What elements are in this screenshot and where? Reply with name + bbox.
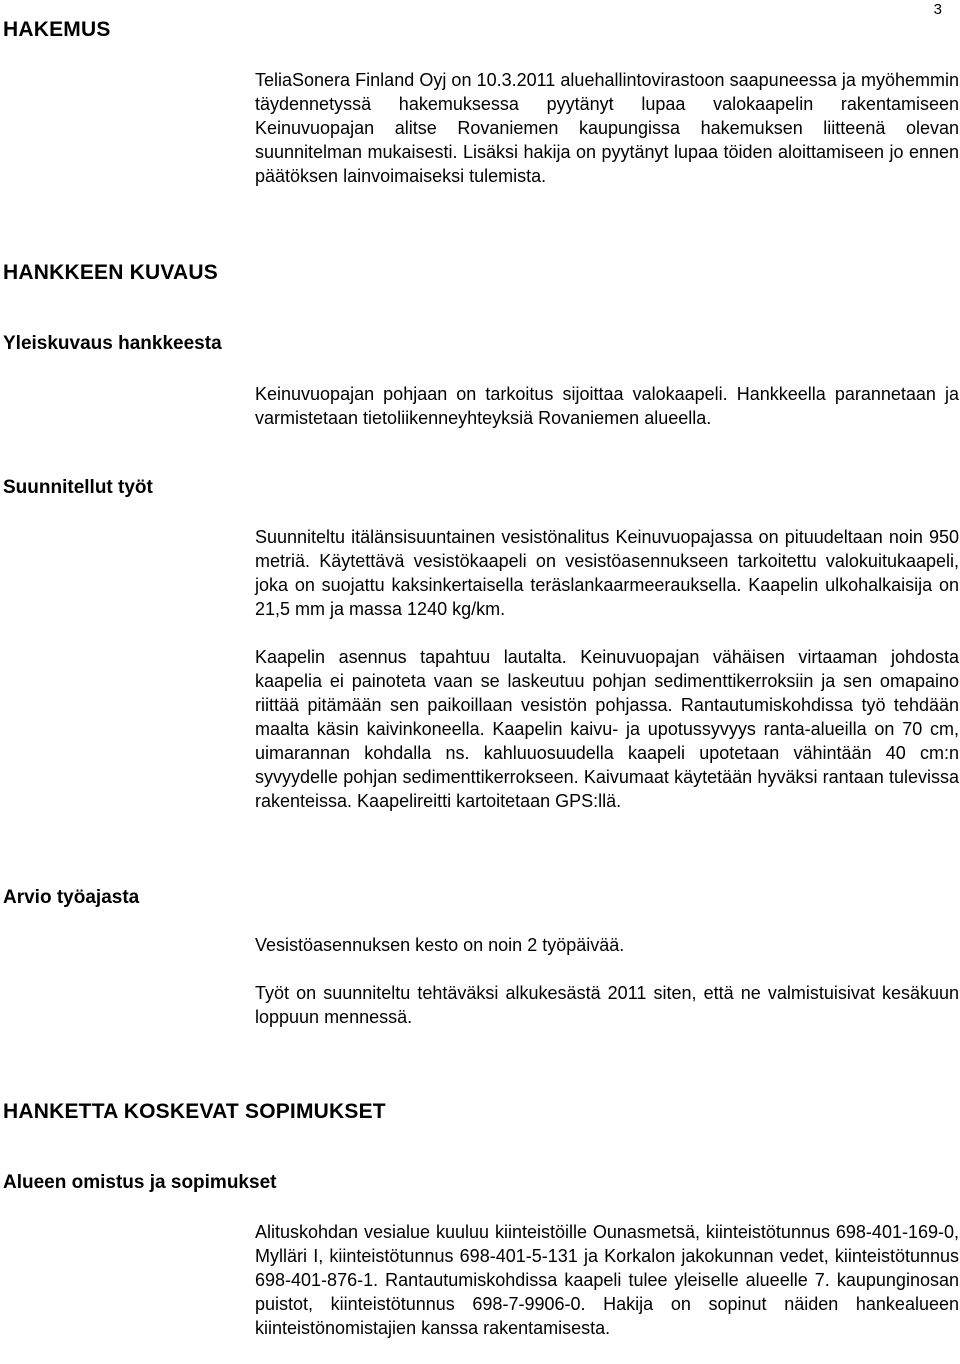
subheading-alueen-omistus: Alueen omistus ja sopimukset xyxy=(3,1172,277,1193)
paragraph-yleiskuvaus: Keinuvuopajan pohjaan on tarkoitus sijoittaa valokaapeli. Hankkeella parannetaan ja varmistetaan tietoliikenneyhteyksiä Rovaniemen alueella. xyxy=(255,384,959,428)
paragraph-arvio-tyoajasta-2: Työt on suunniteltu tehtäväksi alkukesästä 2011 siten, että ne valmistuisivat kesäkuun loppuun mennessä. xyxy=(255,983,959,1027)
subheading-suunnitellut-tyot: Suunnitellut työt xyxy=(3,477,153,498)
heading-hanketta-koskevat-sopimukset: HANKETTA KOSKEVAT SOPIMUKSET xyxy=(3,1100,386,1123)
page-number: 3 xyxy=(933,1,942,18)
paragraph-arvio-tyoajasta-1: Vesistöasennuksen kesto on noin 2 työpäivää. xyxy=(255,935,625,955)
paragraph-alueen-omistus: Alituskohdan vesialue kuuluu kiinteistöille Ounasmetsä, kiinteistötunnus 698-401-169-0, Mylläri I, kiinteistötunnus 698-401-5-131 ja Korkalon jakokunnan vedet, kiinteistötunnus 698-401-876-1. Rantautumiskohdissa kaapeli tulee yleiselle alueelle 7. kaupunginosan puistot, kiinteistötunnus 698-7-9906-0. Hakija on sopinut näiden hankealueen kiinteistönomistajien kanssa rakentamisesta. xyxy=(255,1222,959,1338)
subheading-yleiskuvaus: Yleiskuvaus hankkeesta xyxy=(3,333,222,354)
paragraph-suunnitellut-tyot-1: Suunniteltu itälänsisuuntainen vesistönalitus Keinuvuopajassa on pituudeltaan noin 950 metriä. Käytettävä vesistökaapeli on vesistöasennukseen tarkoitettu valokuitukaapeli, joka on suojattu kaksinkertaisella teräslankaarmeerauksella. Kaapelin ulkohalkaisija on 21,5 mm ja massa 1240 kg/km. xyxy=(255,527,959,619)
subheading-arvio-tyoajasta: Arvio työajasta xyxy=(3,887,140,908)
heading-hankkeen-kuvaus: HANKKEEN KUVAUS xyxy=(3,261,218,284)
paragraph-suunnitellut-tyot-2: Kaapelin asennus tapahtuu lautalta. Keinuvuopajan vähäisen virtaaman johdosta kaapelia ei painoteta vaan se laskeutuu pohjan sedimenttikerroksiin ja sen omapaino riittää pitämään sen paikoillaan vesistön pohjassa. Rantautumiskohdissa työ tehdään maalta käsin kaivinkoneella. Kaapelin kaivu- ja upotussyvyys ranta-alueilla on 70 cm, uimarannan kohdalla ns. kahluuosuudella kaapeli upotetaan vähintään 40 cm:n syvyydelle pohjan sedimenttikerrokseen. Kaivumaat käytetään hyväksi rantaan tulevissa rakenteissa. Kaapelireitti kartoitetaan GPS:llä. xyxy=(255,647,959,811)
heading-hakemus: HAKEMUS xyxy=(3,18,111,41)
paragraph-hakemus: TeliaSonera Finland Oyj on 10.3.2011 aluehallintovirastoon saapuneessa ja myöhemmin täydennetyssä hakemuksessa pyytänyt lupaa valokaapelin rakentamiseen Keinuvuopajan alitse Rovaniemen kaupungissa hakemuksen liitteenä olevan suunnitelman mukaisesti. Lisäksi hakija on pyytänyt lupaa töiden aloittamiseen jo ennen päätöksen lainvoimaiseksi tulemista. xyxy=(255,70,959,186)
